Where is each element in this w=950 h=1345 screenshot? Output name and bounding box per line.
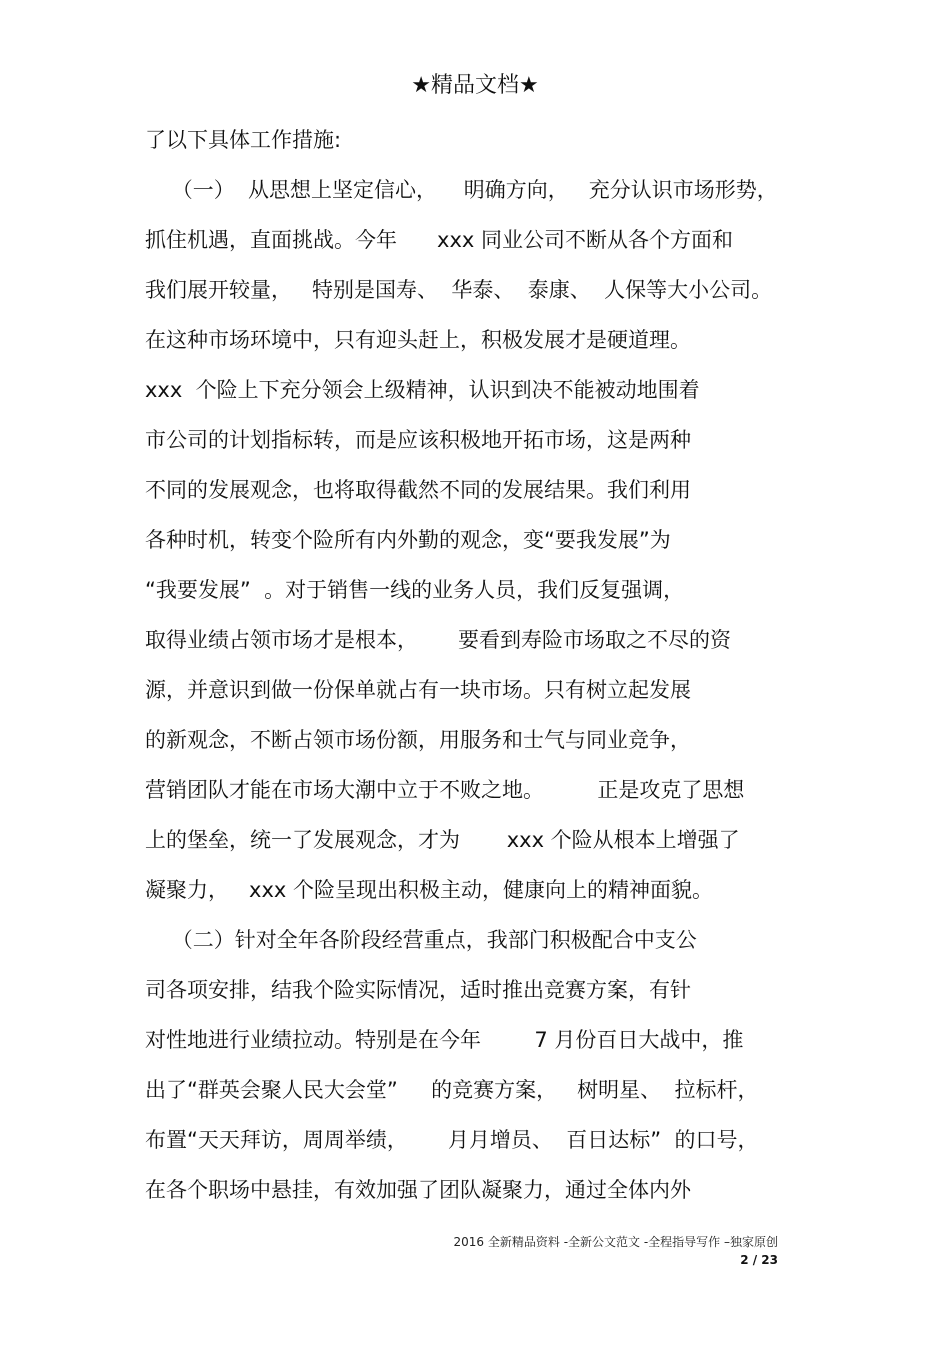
- text-line: 布置“天天拜访，周周举绩， 月月增员、 百日达标” 的口号，: [145, 1128, 759, 1152]
- text-line: 凝聚力， xxx 个险呈现出积极主动，健康向上的精神面貌。: [145, 878, 713, 902]
- text-line: （二）针对全年各阶段经营重点，我部门积极配合中支公: [145, 928, 697, 952]
- text-line: 各种时机，转变个险所有内外勤的观念，变“要我发展”为: [145, 528, 671, 552]
- text-line: 司各项安排，结我个险实际情况，适时推出竞赛方案，有针: [145, 978, 691, 1002]
- text-line: 抓住机遇，直面挑战。今年 xxx 同业公司不断从各个方面和: [145, 228, 734, 252]
- text-line: 市公司的计划指标转，而是应该积极地开拓市场，这是两种: [145, 428, 691, 452]
- text-line: 营销团队才能在市场大潮中立于不败之地。 正是攻克了思想: [145, 778, 745, 802]
- text-line: 取得业绩占领市场才是根本， 要看到寿险市场取之不尽的资: [145, 628, 732, 652]
- page-header-title: ★精品文档★: [411, 73, 539, 98]
- text-line: 在各个职场中悬挂，有效加强了团队凝聚力，通过全体内外: [145, 1178, 691, 1202]
- text-line: “我要发展” 。对于销售一线的业务人员，我们反复强调，: [145, 578, 685, 602]
- text-line: 了以下具体工作措施:: [145, 128, 342, 152]
- page-footer-text: 2016 全新精品资料 -全新公文范文 -全程指导写作 –独家原创: [453, 1235, 778, 1249]
- text-line: 的新观念，不断占领市场份额，用服务和士气与同业竞争，: [145, 728, 691, 752]
- text-line: 出了“群英会聚人民大会堂” 的竞赛方案， 树明星、 拉标杆，: [145, 1078, 759, 1102]
- text-line: xxx 个险上下充分领会上级精神，认识到决不能被动地围着: [145, 378, 700, 402]
- text-line: （一） 从思想上坚定信心， 明确方向， 充分认识市场形势，: [145, 178, 778, 202]
- text-line: 上的堡垒，统一了发展观念，才为 xxx 个险从根本上增强了: [145, 828, 740, 852]
- text-line: 对性地进行业绩拉动。特别是在今年 7 月份百日大战中，推: [145, 1028, 744, 1052]
- text-line: 源，并意识到做一份保单就占有一块市场。只有树立起发展: [145, 678, 691, 702]
- text-line: 我们展开较量， 特别是国寿、 华泰、 泰康、 人保等大小公司。: [145, 278, 773, 302]
- text-line: 在这种市场环境中，只有迎头赶上，积极发展才是硬道理。: [145, 328, 691, 352]
- page-number: 2 / 23: [740, 1253, 778, 1267]
- text-line: 不同的发展观念，也将取得截然不同的发展结果。我们利用: [145, 478, 691, 502]
